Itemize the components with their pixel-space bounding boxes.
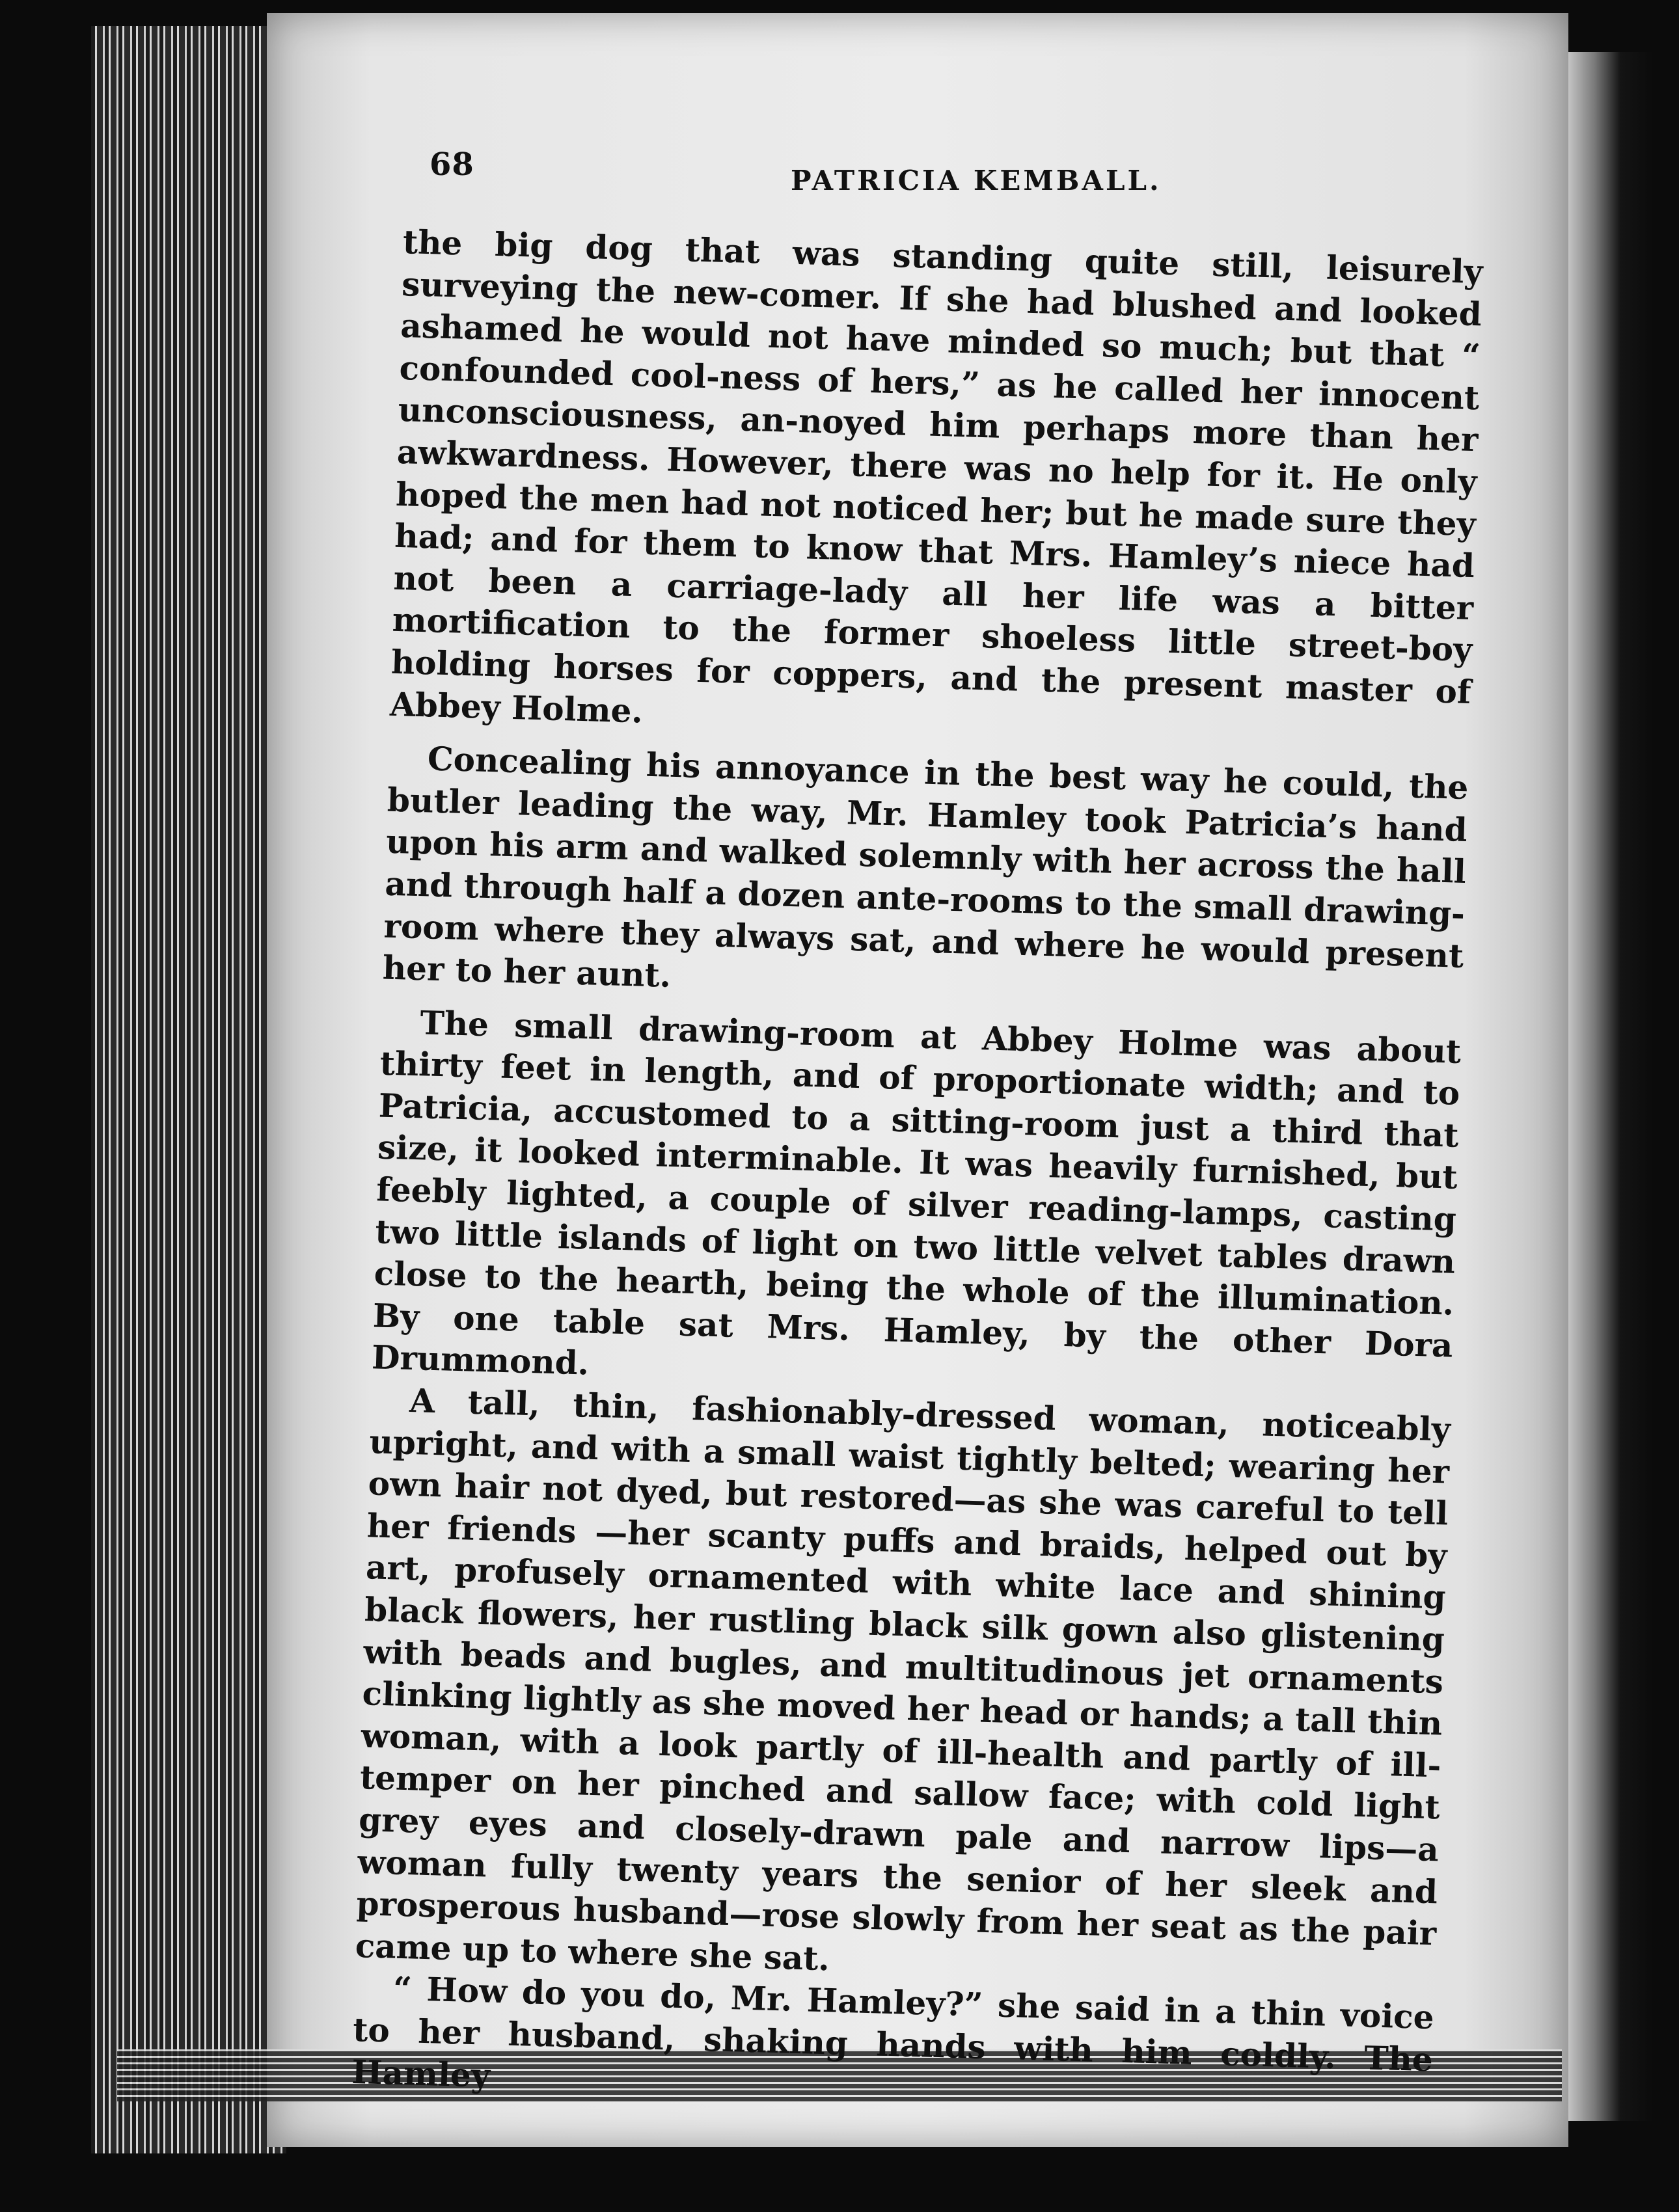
paragraph-4: A tall, thin, fashionably-dressed woman, noticeably upright, and with a small waist tightly belted; wearing her own hair not dyed, but restored—as she was careful to tell her friends —her scanty puffs and braids, helped out by art, profusely ornamented with white lace and shining black flowers, her rustling black silk gown also glistening with beads and bugles, and multitudinous jet ornaments clinking lightly as she moved her head or hands; a tall thin woman, with a look partly of ill-health and partly of ill-temper on her pinched and sallow face; with cold light grey eyes and closely-drawn pale and narrow lips—a woman fully twenty years the senior of her sleek and prosperous husband—rose slowly from her seat as the pair came up to where she sat. — [355, 1381, 1451, 1978]
running-title: PATRICIA KEMBALL. — [791, 165, 1162, 196]
book-right-edge — [1555, 52, 1653, 2121]
paragraph-1: the big dog that was standing quite still, leisurely surveying the new-comer. If she had blushed and looked ashamed he would not have minded so much; but that “ confounded cool-ness of hers,” as he called her innocent unconsciousness, an-noyed him perhaps more than her awkwardness. However, there was no help for it. He only hoped the men had not noticed her; but he made sure they had; and for them to know that Mrs. Hamley’s niece had not been a carriage-lady all her life was a bitter mortification to the former shoeless little street-boy holding horses for coppers, and the present master of Abbey Holme. — [389, 222, 1484, 731]
paragraph-3: The small drawing-room at Abbey Holme was about thirty feet in length, and of proportionate width; and to Patricia, accustomed to a sitting-room just a third that size, it looked interminable. It was heavily furnished, but feebly lighted, a couple of silver reading-lamps, casting two little islands of light on two little velvet tables drawn close to the hearth, being the whole of the illumination. By one table sat Mrs. Hamley, by the other Dora Drummond. — [371, 1003, 1462, 1383]
page-header — [430, 133, 1536, 198]
book-page-edges — [91, 26, 286, 2153]
page-body — [351, 221, 1484, 2123]
paragraph-2: Concealing his annoyance in the best way he could, the butler leading the way, Mr. Hamley took Patricia’s hand upon his arm and walked solemnly with her across the hall and through half a dozen ante-rooms to the small drawing-room where they always sat, and where he would present her to her aunt. — [382, 739, 1469, 995]
page-number: 68 — [430, 146, 474, 183]
paragraph-5: “ How do you do, Mr. Hamley?” she said in a thin voice to her husband, shaking hands with him coldly. The Hamley — [351, 1969, 1435, 2095]
